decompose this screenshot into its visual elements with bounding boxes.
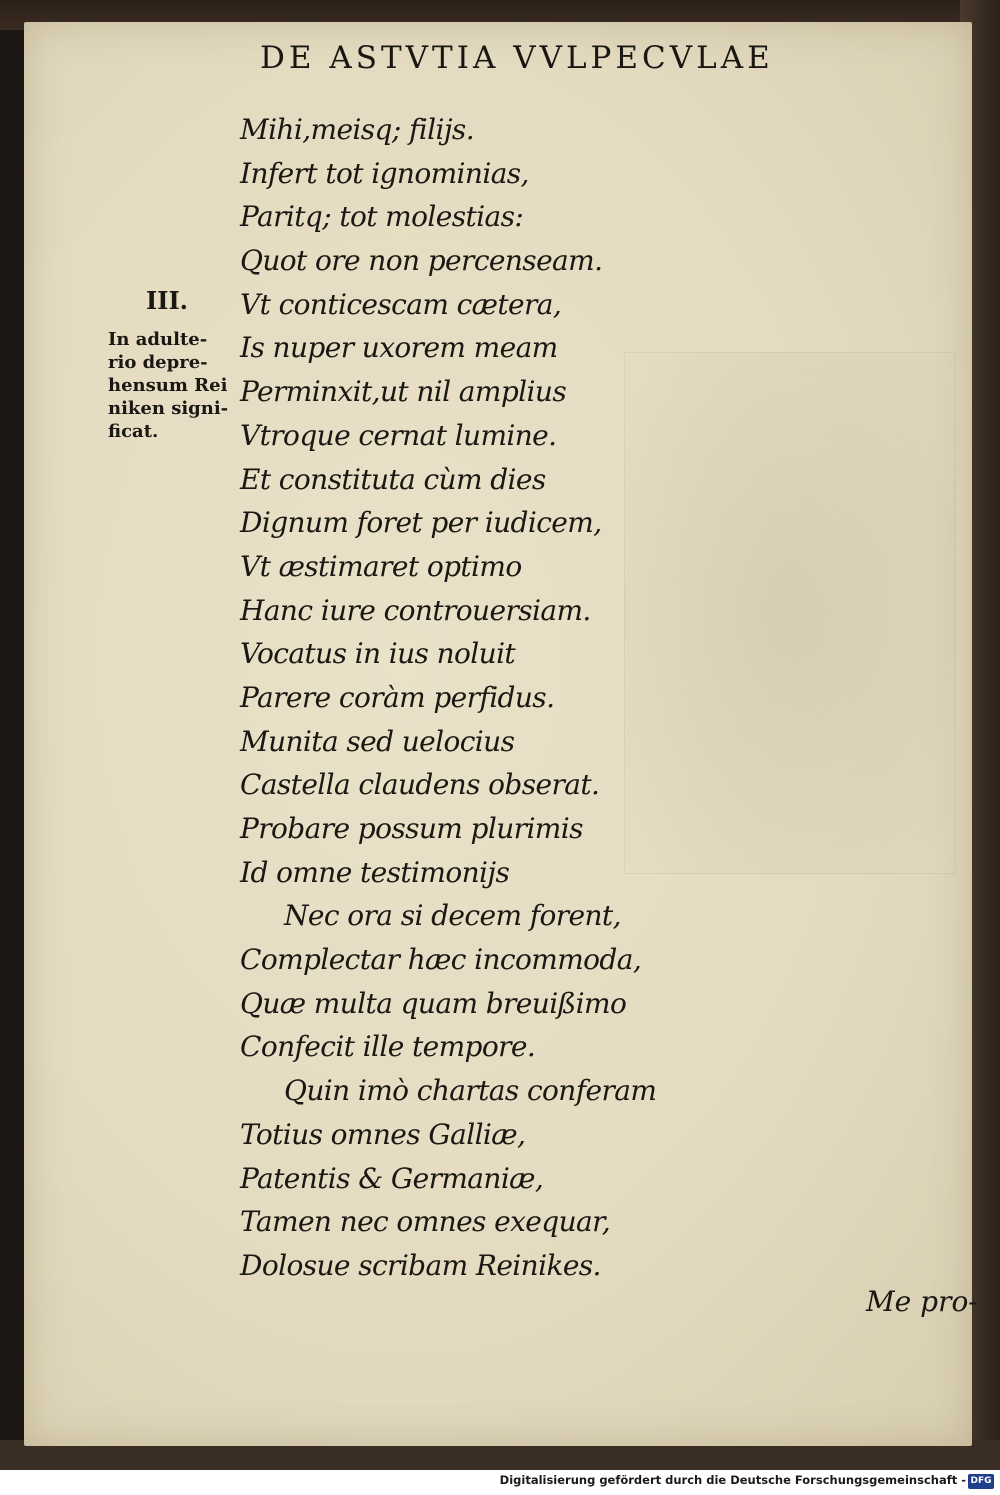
verse-line: Castella claudens obserat.	[240, 768, 600, 802]
margin-number: III.	[146, 286, 189, 315]
verse-lines	[240, 108, 760, 1288]
verse-line: Quot ore non percenseam.	[240, 244, 603, 278]
verse-line: Hanc iure controuersiam.	[240, 593, 591, 627]
verse-line: Nec ora si decem forent,	[284, 899, 621, 933]
verse-line: Vt conticescam cætera,	[240, 287, 562, 321]
verse-line: Id omne testimonijs	[240, 855, 510, 889]
verse-line: Confecit ille tempore.	[240, 1030, 536, 1064]
margin-note-line: rio depre-	[108, 352, 208, 373]
dfg-logo-text: DFG	[970, 1476, 992, 1486]
verse-line: Parere coràm perfidus.	[240, 680, 555, 714]
dfg-logo-icon	[968, 1474, 994, 1489]
verse-line: Paritq; tot molestias:	[240, 200, 524, 234]
verse-line: Dignum foret per iudicem,	[240, 506, 602, 540]
verse-line: Patentis & Germaniæ,	[240, 1161, 544, 1195]
verse-line: Complectar hæc incommoda,	[240, 943, 642, 977]
running-head: DE ASTVTIA VVLPECVLAE	[260, 40, 774, 76]
verse-line: Quin imò chartas conferam	[284, 1074, 657, 1108]
verse-line: Is nuper uxorem meam	[240, 331, 558, 365]
verse-line: Quæ multa quam breuißimo	[240, 986, 627, 1020]
margin-note-line: hensum Rei	[108, 375, 228, 396]
verse-line: Tamen nec omnes exequar,	[240, 1205, 611, 1239]
margin-note-line: ficat.	[108, 421, 159, 442]
verse-line: Vocatus in ius noluit	[240, 637, 516, 671]
margin-note-line: In adulte-	[108, 329, 208, 350]
catchword: Me pro-	[866, 1285, 978, 1318]
verse-line: Dolosue scribam Reinikes.	[240, 1248, 601, 1282]
margin-note	[108, 328, 248, 443]
verse-line: Vt æstimaret optimo	[240, 549, 522, 583]
verse-line: Munita sed uelocius	[240, 724, 515, 758]
footer-credit: Digitalisierung gefördert durch die Deutsche Forschungsgemeinschaft -	[499, 1473, 966, 1487]
margin-note-line: niken signi-	[108, 398, 229, 419]
verse-line: Et constituta cùm dies	[240, 462, 546, 496]
verse-line: Infert tot ignominias,	[240, 156, 529, 190]
verse-line: Mihi,meisq; filijs.	[240, 113, 474, 146]
verse-line: Probare possum plurimis	[240, 812, 583, 845]
verse-line: Vtroque cernat lumine.	[240, 418, 557, 452]
verse-line: Totius omnes Galliæ,	[240, 1117, 526, 1151]
verse-line: Perminxit,ut nil amplius	[240, 375, 567, 409]
